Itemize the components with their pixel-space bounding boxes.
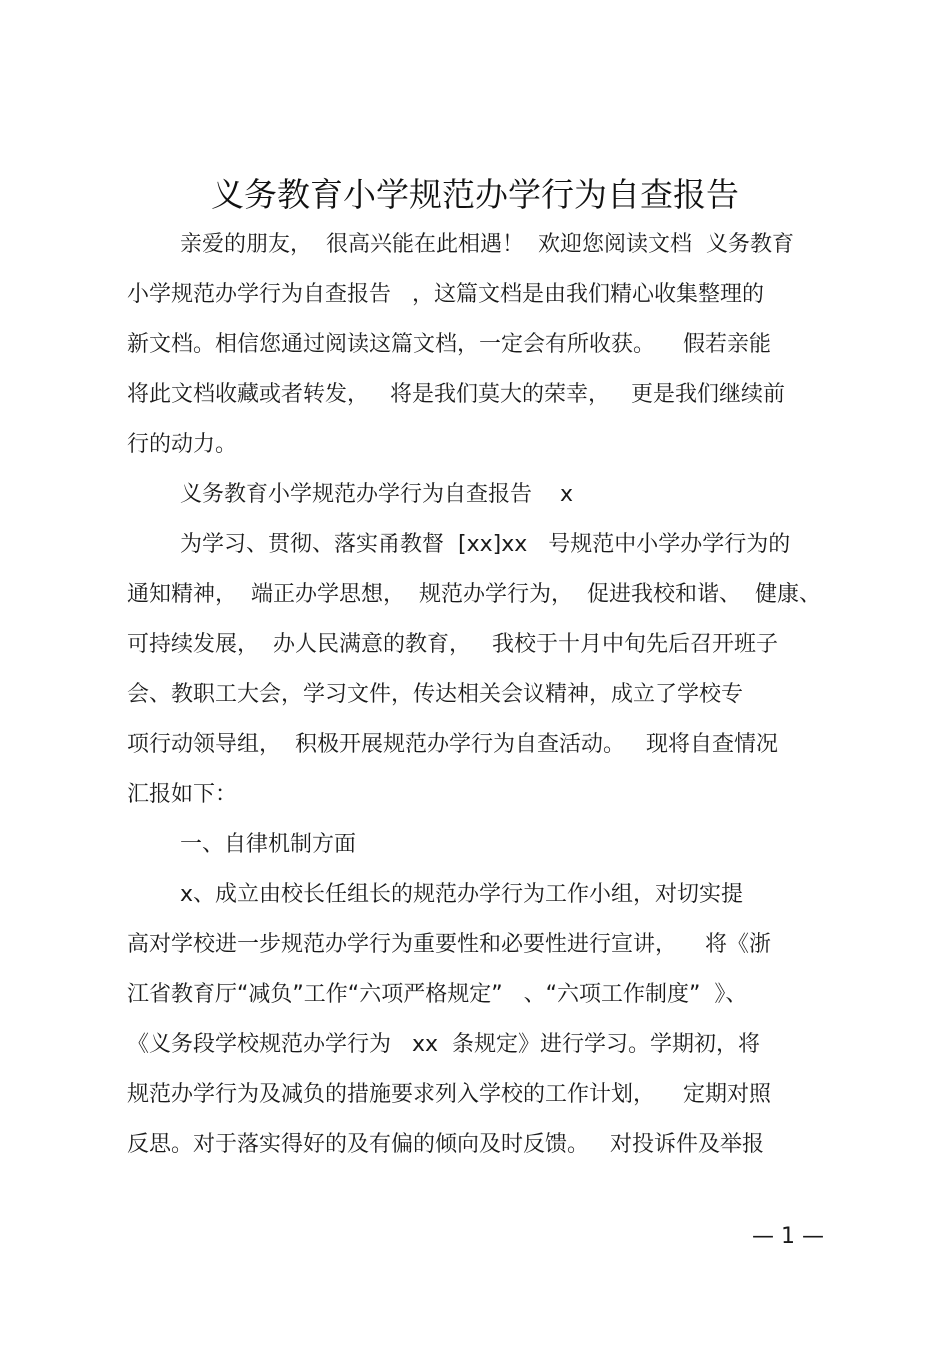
body-line: 反思。对于落实得好的及有偏的倾向及时反馈。 对投诉件及举报 [127, 1132, 764, 1157]
page-number: — 1 — [752, 1224, 824, 1249]
body-line: 高对学校进一步规范办学行为重要性和必要性进行宣讲， 将《浙 [127, 932, 771, 957]
body-line: 规范办学行为及减负的措施要求列入学校的工作计划， 定期对照 [127, 1082, 771, 1107]
body-line: x、成立由校长任组长的规范办学行为工作小组，对切实提 [180, 882, 744, 907]
body-line: 项行动领导组， 积极开展规范办学行为自查活动。 现将自查情况 [127, 732, 778, 757]
body-line: 将此文档收藏或者转发， 将是我们莫大的荣幸， 更是我们继续前 [127, 382, 785, 407]
body-line: 通知精神， 端正办学思想， 规范办学行为， 促进我校和谐、 健康、 [127, 582, 821, 607]
body-line: 行的动力。 [127, 432, 238, 457]
section-heading: 义务教育小学规范办学行为自查报告 x [180, 482, 573, 507]
body-line: 小学规范办学行为自查报告 ，这篇文档是由我们精心收集整理的 [127, 282, 764, 307]
body-line: 可持续发展， 办人民满意的教育， 我校于十月中旬先后召开班子 [127, 632, 778, 657]
body-line: 江省教育厅“减负”工作“六项严格规定” 、“六项工作制度” 》、 [127, 982, 748, 1007]
body-line: 亲爱的朋友， 很高兴能在此相遇！ 欢迎您阅读文档 义务教育 [180, 232, 794, 257]
body-line: 新文档。相信您通过阅读这篇文档，一定会有所收获。 假若亲能 [127, 332, 771, 357]
body-line: 为学习、贯彻、落实甬教督 [xx]xx 号规范中小学办学行为的 [180, 532, 791, 557]
document-title: 义务教育小学规范办学行为自查报告 [211, 175, 739, 214]
body-line: 《义务段学校规范办学行为 xx 条规定》进行学习。学期初，将 [127, 1032, 761, 1057]
section-heading: 一、自律机制方面 [180, 832, 357, 857]
body-line: 会、教职工大会，学习文件，传达相关会议精神，成立了学校专 [127, 682, 744, 707]
body-line: 汇报如下： [127, 782, 238, 807]
